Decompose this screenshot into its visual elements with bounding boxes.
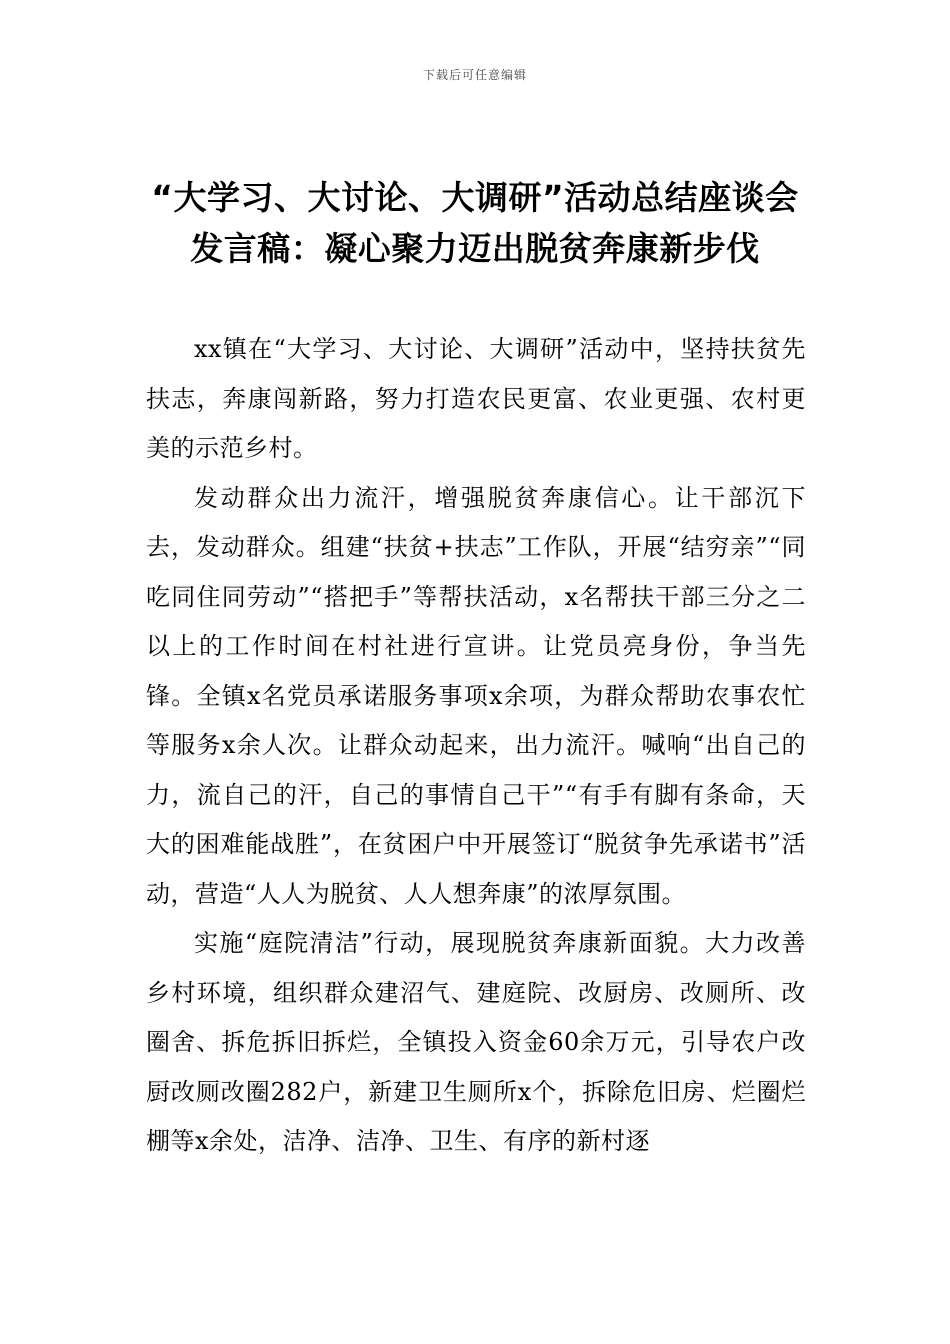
paragraph-mobilize: 发动群众出力流汗，增强脱贫奔康信心。让干部沉下去，发动群众。组建“扶贫+扶志”工作队，开展“结穷亲”“同吃同住同劳动”“搭把手”等帮扶活动，x名帮扶干部三分之二以上的工作时间在村社进行宣讲。让党员亮身份，争当先锋。全镇x名党员承诺服务事项x余项，为群众帮助农事农忙等服务x余人次。让群众动起来，出力流汗。喊响“出自己的力，流自己的汗，自己的事情自己干”“有手有脚有条命，天大的困难能战胜”，在贫困户中开展签订“脱贫争先承诺书”活动，营造“人人为脱贫、人人想奔康”的浓厚氛围。 xyxy=(146,483,806,908)
document-title: “大学习、大讨论、大调研”活动总结座谈会发言稿：凝心聚力迈出脱贫奔康新步伐 xyxy=(151,178,799,268)
paragraph-intro: xx镇在“大学习、大讨论、大调研”活动中，坚持扶贫先扶志，奔康闯新路，努力打造农民更富、农业更强、农村更美的示范乡村。 xyxy=(146,335,806,462)
header-note: 下载后可任意编辑 xyxy=(422,68,527,82)
document-body xyxy=(146,325,806,1167)
paragraph-courtyard: 实施“庭院清洁”行动，展现脱贫奔康新面貌。大力改善乡村环境，组织群众建沼气、建庭院、改厨房、改厕所、改圈舍、拆危拆旧拆烂，全镇投入资金60余万元，引导农户改厨改厕改圈282户，新建卫生厕所x个，拆除危旧房、烂圈烂棚等x余处，洁净、洁净、卫生、有序的新村逐 xyxy=(146,929,806,1155)
